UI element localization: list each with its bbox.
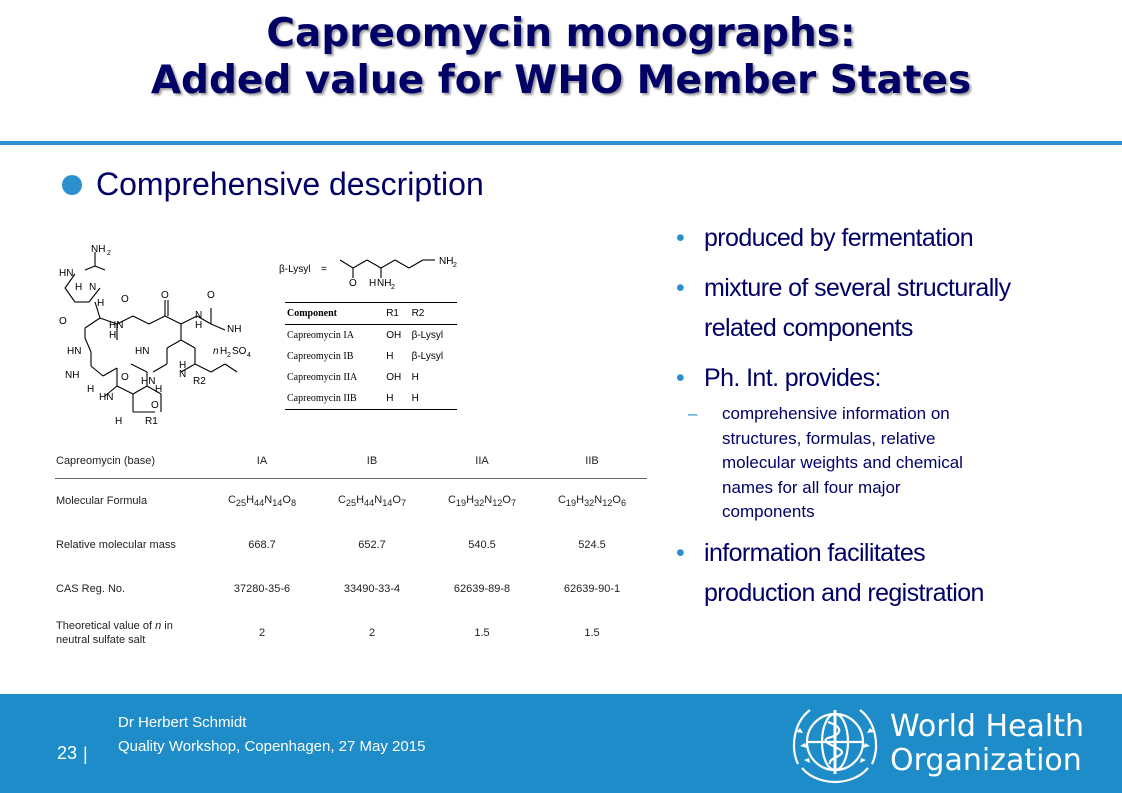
formula-sub: 44 (254, 498, 265, 509)
atom-subscript: 4 (247, 352, 251, 359)
formula-sub: 19 (455, 498, 467, 509)
main-bullet (62, 166, 484, 203)
formula-part: C (227, 493, 236, 506)
bullet-text: produced by fermentation (704, 224, 974, 252)
table-row (285, 325, 457, 347)
component-name: Capreomycin IA (287, 330, 354, 341)
sub-bullet-line: names for all four major (722, 477, 901, 497)
footer-event: Quality Workshop, Copenhagen, 27 May 2015 (118, 738, 426, 755)
component-table-header (285, 303, 457, 325)
atom-label-h: H (109, 330, 117, 341)
sub-bullet-line: structures, formulas, relative (722, 428, 936, 448)
col-header-iib: IIB (537, 444, 647, 479)
formula-sub: 32 (584, 498, 595, 509)
atom-subscript: 2 (453, 262, 457, 269)
component-r2: β-Lysyl (411, 330, 444, 341)
who-emblem-icon (788, 702, 882, 786)
atom-label-n: N (179, 369, 187, 380)
equals-sign: = (321, 264, 327, 275)
formula-sub: 32 (474, 498, 485, 509)
table-row (55, 567, 647, 611)
formula-part: O (282, 493, 291, 506)
label-part: in (161, 620, 173, 632)
component-name: Capreomycin IIA (287, 372, 358, 383)
bullet-text: production and registration (704, 578, 984, 607)
bullet-dot-icon (62, 175, 82, 195)
formula-sub: 25 (235, 498, 247, 509)
who-logo-line-1: World Health (890, 709, 1085, 744)
sulfate-n-label: n (213, 346, 219, 357)
atom-label-h: H (155, 384, 163, 395)
mass-iib: 524.5 (578, 539, 606, 551)
col-header-ib: IB (317, 444, 427, 479)
atom-label-h: H (115, 416, 123, 427)
formula-sub: 7 (400, 498, 407, 509)
formula-part: N (374, 493, 383, 506)
formula-sub: 12 (602, 498, 613, 509)
atom-label-hn: HN (67, 346, 82, 357)
bullet-facilitates (674, 533, 1104, 613)
atom-label-o: O (59, 316, 67, 327)
table-row (285, 388, 457, 410)
bullet-ph-int (674, 358, 1104, 398)
lysyl-label: β-Lysyl (279, 264, 311, 275)
formula-ib (317, 479, 427, 524)
theo-iib: 1.5 (584, 627, 600, 639)
atom-label-hn: HN (109, 320, 124, 331)
atom-label-o: O (121, 294, 129, 305)
formula-part: O (392, 493, 401, 506)
formula-part: H (246, 493, 255, 506)
formula-sub: 8 (290, 498, 297, 509)
who-logo-text (890, 710, 1084, 778)
cas-iib: 62639-90-1 (563, 583, 621, 595)
sub-bullet-line: components (722, 502, 815, 521)
table-row (285, 367, 457, 388)
formula-part: H (576, 493, 585, 506)
cas-ia: 37280-35-6 (233, 583, 291, 595)
formula-sub: 19 (565, 498, 577, 509)
slide-title (0, 10, 1122, 104)
component-r2: H (411, 372, 419, 383)
atom-label-h: H (97, 298, 105, 309)
group-label-r1: R1 (145, 416, 158, 427)
atom-label-nh2: NH (439, 256, 454, 267)
table-row (55, 523, 647, 567)
cas-iia: 62639-89-8 (453, 583, 511, 595)
properties-table (55, 444, 647, 655)
atom-label-o: O (207, 290, 215, 301)
component-r1: OH (386, 372, 402, 383)
properties-table-header (55, 444, 647, 479)
atom-label-nh2: NH (91, 244, 106, 255)
dash-marker-icon: – (688, 404, 698, 423)
atom-label-hn: HN (59, 268, 74, 279)
label-part: neutral sulfate salt (56, 634, 146, 646)
formula-part: H (356, 493, 365, 506)
atom-label-h: H (179, 360, 187, 371)
sulfate-so4-label: SO (232, 346, 247, 357)
component-name: Capreomycin IIB (287, 393, 357, 404)
cas-ib: 33490-33-4 (343, 583, 401, 595)
component-r1: H (386, 393, 394, 404)
atom-subscript: 2 (107, 250, 111, 257)
group-label-r2: R2 (193, 376, 206, 387)
atom-label-o: O (151, 400, 159, 411)
bullet-text: information facilitates (704, 538, 926, 567)
table-row (55, 479, 647, 524)
formula-part: H (466, 493, 475, 506)
footer-author: Dr Herbert Schmidt (118, 714, 247, 731)
atom-label-nh2: NH (377, 278, 392, 289)
page-separator: | (83, 744, 88, 764)
atom-label-h: H (195, 320, 203, 331)
col-header-iia: IIA (427, 444, 537, 479)
formula-sub: 14 (272, 498, 283, 509)
col-header-component: Component (287, 308, 338, 319)
theo-ib: 2 (368, 627, 376, 639)
component-table (285, 302, 457, 410)
component-r1: H (386, 351, 394, 362)
formula-sub: 12 (492, 498, 503, 509)
sub-bullet-line: molecular weights and chemical (722, 453, 963, 472)
col-header-r1: R1 (386, 308, 399, 319)
bullet-text: related components (704, 314, 913, 342)
formula-iia (427, 479, 537, 524)
row-label-theoretical (55, 611, 207, 655)
formula-part: O (502, 493, 511, 506)
title-line-1: Capreomycin monographs: (266, 11, 856, 56)
row-label-mass: Relative molecular mass (56, 539, 176, 551)
sulfate-label: H (220, 346, 228, 357)
atom-label-n: N (195, 310, 203, 321)
page-number: 23 (57, 743, 78, 763)
bullet-fermentation (674, 218, 1104, 258)
atom-label-h: H (75, 282, 83, 293)
row-label-formula: Molecular Formula (56, 495, 148, 507)
footer-bar (0, 694, 1122, 793)
formula-sub: 14 (382, 498, 393, 509)
bullet-text: Ph. Int. provides: (704, 364, 881, 392)
atom-label-n: N (89, 282, 97, 293)
formula-part: C (447, 493, 456, 506)
mass-iia: 540.5 (468, 539, 496, 551)
atom-label-hn: HN (135, 346, 150, 357)
formula-part: C (337, 493, 346, 506)
table-row (285, 346, 457, 367)
title-line-2: Added value for WHO Member States (150, 58, 972, 103)
sub-bullet-information (674, 402, 1104, 525)
theo-iia: 1.5 (474, 627, 490, 639)
formula-sub: 44 (364, 498, 375, 509)
formula-iib (537, 479, 647, 524)
label-part-italic: n (155, 620, 162, 632)
main-bullet-text: Comprehensive description (96, 166, 484, 202)
atom-label-hn: HN (99, 392, 114, 403)
atom-label-nh2: NH (227, 324, 242, 335)
theo-ia: 2 (258, 627, 266, 639)
row-label-cas: CAS Reg. No. (56, 583, 126, 595)
table-row (55, 611, 647, 655)
formula-part: N (264, 493, 273, 506)
col-header-base: Capreomycin (base) (55, 444, 207, 479)
atom-label-o: O (161, 290, 169, 301)
col-header-ia: IA (207, 444, 317, 479)
atom-subscript: 2 (227, 352, 231, 359)
bullet-mixture (674, 268, 1104, 348)
who-logo-line-2: Organization (890, 743, 1082, 778)
formula-sub: 6 (620, 498, 627, 509)
mass-ia: 668.7 (248, 539, 276, 551)
col-header-r2: R2 (411, 308, 425, 319)
right-bullet-list (674, 218, 1104, 623)
atom-subscript: 2 (391, 284, 395, 291)
atom-label-nh2: NH (65, 370, 80, 381)
atom-label-hn: HN (141, 376, 156, 387)
bullet-marker-icon: • (676, 364, 685, 392)
formula-part: N (484, 493, 493, 506)
formula-ia (207, 479, 317, 524)
atom-label-o: O (121, 372, 129, 383)
mass-ib: 652.7 (358, 539, 386, 551)
title-divider (0, 141, 1122, 145)
atom-label-o: O (349, 278, 357, 289)
atom-label-h: H (369, 278, 377, 289)
formula-sub: 25 (345, 498, 357, 509)
bullet-marker-icon: • (676, 224, 685, 252)
formula-part: N (594, 493, 603, 506)
formula-part: C (557, 493, 566, 506)
bullet-marker-icon: • (676, 274, 685, 302)
sub-bullet-line: comprehensive information on (722, 404, 950, 423)
bullet-marker-icon: • (676, 538, 685, 567)
component-r2: H (411, 393, 419, 404)
component-name: Capreomycin IB (287, 351, 354, 362)
formula-part: O (612, 493, 621, 506)
atom-label-h: H (87, 384, 95, 395)
bullet-text: mixture of several structurally (704, 274, 1011, 302)
formula-sub: 7 (510, 498, 517, 509)
label-part: Theoretical value of (56, 620, 156, 632)
component-r1: OH (386, 330, 402, 341)
component-r2: β-Lysyl (411, 351, 444, 362)
